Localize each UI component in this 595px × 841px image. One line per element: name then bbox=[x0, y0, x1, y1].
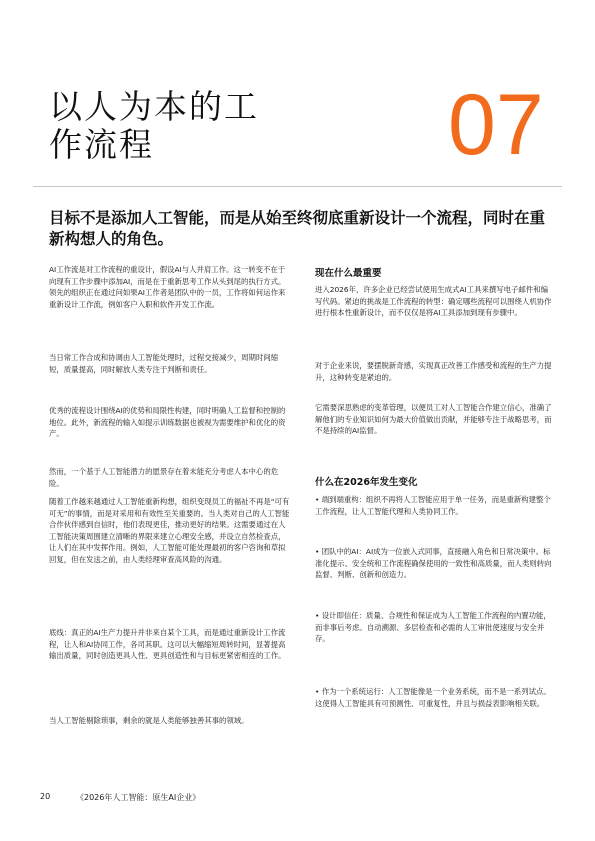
right-paragraph: 它需要深思熟虑的变革管理，以便员工对人工智能合作建立信心，准确了解他们的专业知识如何为最大价值做出贡献，并能够专注于战略思考，而不是持续的AI监督。 bbox=[315, 403, 552, 435]
right-paragraph: 对于企业来说，要摆脱新奇感，实现真正改善工作感受和流程的生产力提升，这种转变是紧迫的。 bbox=[315, 361, 552, 382]
publication-title: 《2026年人工智能：原生AI企业》 bbox=[76, 793, 201, 802]
divider bbox=[33, 186, 562, 187]
left-paragraph: 然而，一个基于人工智能潜力的愿景存在着未能充分考虑人本中心的危险。 bbox=[49, 467, 279, 488]
left-paragraph: 优秀的流程设计围绕AI的优势和局限性构建，同时明确人工监督和控制的地位。此外，新流程的输入如提示训练数据也被视为需要维护和优化的资产。 bbox=[49, 406, 286, 438]
left-paragraph: 随着工作越来越通过人工智能重新构想，组织变现员工的福祉不再是“可有可无”的事情，而是对采用和有效性至关重要的。当人类对自己的人工智能合作伙伴感到自信时，他们表现更佳，推动更好的结果。这需要通过在人工智能决策周围建立清晰的界限来建立心理安全感，并设立自然检查点，让人们在其中发挥作用。例如，人工智能可能处理最初的客户咨询和草拟回复，但在发送之前，由人类经理审查高风险的沟通。 bbox=[49, 497, 290, 564]
chapter-number: 07 bbox=[448, 77, 544, 173]
bullet-item: • 作为一个系统运行：人工智能像是一个业务系统，而不是一系列试点。这使得人工智能具有可预测性、可重复性，并且与损益表影响相关联。 bbox=[315, 687, 551, 708]
bullet-item: • 设计即信任：质量、合规性和保证成为人工智能工作流程的内置功能，而非事后考虑。自动溯源、多层检查和必需的人工审批使速度与安全并存。 bbox=[315, 611, 551, 643]
section-heading-changes-2026: 什么在2026年发生变化 bbox=[315, 477, 418, 488]
left-paragraph: 底线：真正的AI生产力提升并非来自某个工具，而是通过重新设计工作流程，让人和AI协同工作，各司其职。这可以大幅缩短周转时间，显著提高输出质量，同时创造更具人性、更具创造性和与目标更紧密相连的工作。 bbox=[49, 628, 286, 660]
left-paragraph: 当日常工作合成和协调由人工智能处理时，过程交接减少，周期时间缩短，质量提高，同时解放人类专注于判断和责任。 bbox=[49, 353, 279, 374]
right-paragraph: 进入2026年，许多企业已经尝试使用生成式AI工具来撰写电子邮件和编写代码。紧迫的挑战是工作流程的转型：确定哪些流程可以围绕人机协作进行根本性重新设计，而不仅仅是将AI工具添加到现有步骤中。 bbox=[315, 285, 552, 317]
section-heading-what-matters: 现在什么最重要 bbox=[315, 268, 382, 279]
left-paragraph: AI工作流是对工作流程的重设计，假设AI与人并肩工作。这一转变不在于向现有工作步骤中添加AI，而是在于重新思考工作从头到尾的执行方式。领先的组织正在通过问如果AI工作者是团队中的一员，工作将如何运作来重新设计工作流，例如客户入职和软件开发工作流。 bbox=[49, 265, 286, 309]
page-number: 20 bbox=[40, 792, 51, 801]
left-paragraph: 当人工智能剔除琐事，剩余的就是人类能够独善其事的领域。 bbox=[49, 716, 249, 725]
bullet-item: • 端到端重构：组织不再将人工智能应用于单一任务，而是重新构建整个工作流程，让人工智能代理和人类协同工作。 bbox=[315, 495, 551, 516]
bullet-item: • 团队中的AI：AI成为一位嵌入式同事，直接融入角色和日常决策中。标准化提示、安全统和工作流程确保使用的一致性和高质量，而人类则转向监督、判断、创新和创造力。 bbox=[315, 547, 552, 579]
page-title: 以人为本的工 作流程 bbox=[49, 87, 259, 164]
lead-statement: 目标不是添加人工智能，而是从始至终彻底重新设计一个流程，同时在重新构想人的角色。 bbox=[49, 209, 546, 248]
